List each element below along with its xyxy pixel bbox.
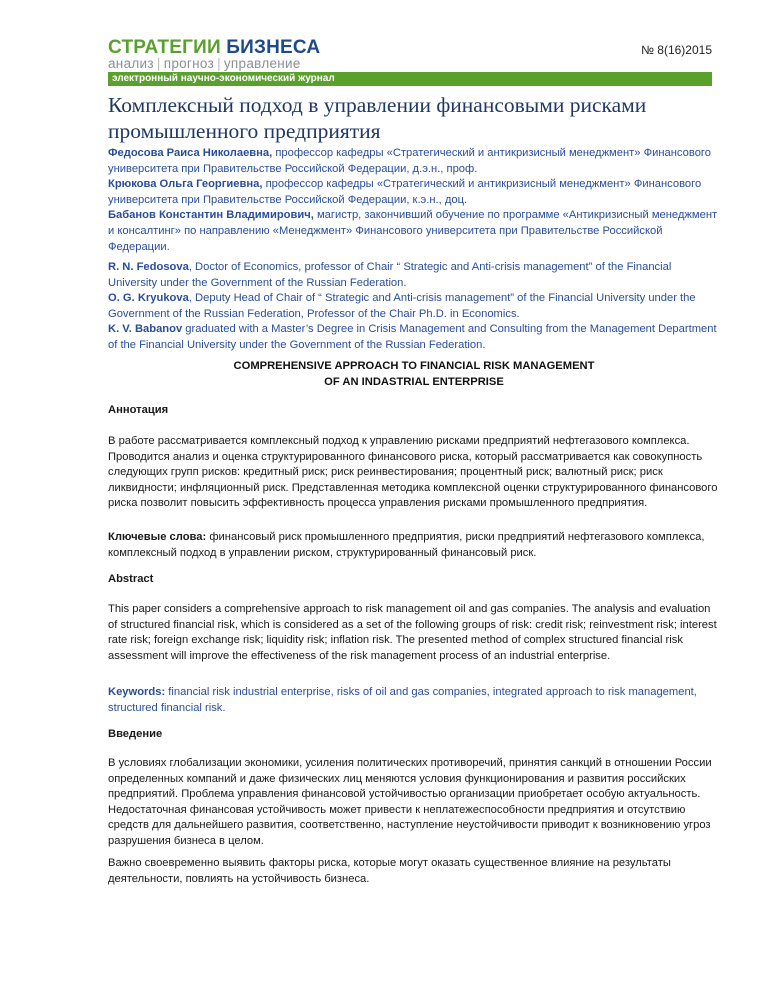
keywords-en [108,685,720,716]
abstract-ru-text: В работе рассматривается комплексный подход к управлению рисками предприятий нефтегазового комплекса. Проводится анализ и оценка структурированного финансового риска, который рассматривается как совокупность следующих групп рисков: кредитный риск; риск реинвестирования; процентный риск; валютный риск; риск ликвидности; инфляционный риск. Представленная методика комплексной оценки структурированного финансового риска позволит повысить эффективность процесса управления рисками промышленного предприятия. [108,435,718,510]
author-name: K. V. Babanov [108,323,183,336]
keywords-ru [108,530,720,561]
author-en-item [108,322,720,353]
author-ru-item [108,208,720,255]
english-title-line: COMPREHENSIVE APPROACH TO FINANCIAL RISK MANAGEMENT [233,360,595,372]
intro-heading: Введение [108,728,163,740]
tagline-separator: | [217,56,221,71]
journal-tagline [108,56,301,71]
logo-word-business: БИЗНЕСА [226,37,321,58]
author-affiliation: профессор кафедры «Стратегический и антикризисный менеджмент» Финансового университета при Правительстве Российской Федерации, д.э.н., проф. [108,147,711,175]
english-title [108,359,720,390]
intro-paragraph-2: Важно своевременно выявить факторы риска, которые могут оказать существенное влияние на результаты деятельности, повлиять на устойчивость бизнеса. [108,857,671,885]
english-title-line: OF AN INDASTRIAL ENTERPRISE [324,375,504,388]
issue-number: № 8(16)2015 [641,43,712,57]
logo-word-strategies: СТРАТЕГИИ [108,37,221,58]
keywords-ru-label: Ключевые слова: [108,531,207,543]
author-ru-item [108,146,720,177]
tagline-separator: | [156,56,161,71]
authors-en [108,260,720,354]
journal-masthead [108,38,712,86]
author-affiliation: graduated with a Master’s Degree in Crisis Management and Consulting from the Management Department of the Financial University under the Government of the Russian Federation. [108,323,717,351]
author-name: O. G. Kryukova [108,292,189,305]
author-en-item [108,260,720,291]
abstract-ru-heading: Аннотация [108,404,169,416]
abstract-en-heading: Abstract [108,573,154,585]
article-title: Комплексный подход в управлении финансовыми рисками промышленного предприятия [108,93,647,143]
author-affiliation: профессор кафедры «Стратегический и антикризисный менеджмент» Финансового университета при Правительстве Российской Федерации, к.э.н., доц. [108,178,702,206]
author-name: Бабанов Константин Владимирович, [108,209,314,222]
authors-ru [108,146,720,255]
keywords-en-label: Keywords: [108,686,166,698]
tagline-management: управление [223,56,301,71]
journal-logo[interactable] [108,38,320,58]
author-name: Федосова Раиса Николаевна, [108,147,273,159]
author-ru-item [108,177,720,208]
abstract-en-text: This paper considers a comprehensive approach to risk management oil and gas companies. The analysis and evaluation of structured financial risk, which is considered as a set of the following groups of risk: credit risk; reinvestment risk; interest rate risk; foreign exchange risk; liquidity risk; inflation risk. The presented method of complex structured financial risk assessment will improve the effectiveness of the risk management process of an industrial enterprise. [108,603,717,662]
author-name: R. N. Fedosova [108,261,189,273]
author-affiliation: , Doctor of Economics, professor of Chair “ Strategic and Anti-crisis management” of the Financial University under the Government of the Russian Federation. [108,261,672,289]
journal-type-bar [108,72,712,86]
author-affiliation: , Deputy Head of Chair of “ Strategic and Anti-crisis management” of the Financial University under the Government of the Russian Federation, Professor of the Chair Ph.D. in Economics. [108,292,696,320]
tagline-analysis: анализ [108,56,154,71]
author-name: Крюкова Ольга Георгиевна, [108,178,263,191]
journal-type-label: электронный научно-экономический журнал [112,73,335,84]
keywords-en-text: financial risk industrial enterprise, risks of oil and gas companies, integrated approach to risk management, structured financial risk. [108,686,697,714]
tagline-forecast: прогноз [163,56,215,71]
intro-paragraph-1: В условиях глобализации экономики, усиления политических противоречий, принятия санкций в отношении России определенных компаний и даже физических лиц меняются условия функционирования и развития российских предприятий. Проблема управления финансовой устойчивостью организации приобретает особую актуальность. Недостаточная финансовая устойчивость может привести к неплатежеспособности предприятия и отсутствию средств для дальнейшего развития, соответственно, наступление неустойчивости приводит к возникновению угроз разрушения бизнеса в целом. [108,757,712,847]
author-affiliation: магистр, закончивший обучение по программе «Антикризисный менеджмент и консалтинг» по направлению «Менеджмент» Финансового университета при Правительстве Российской Федерации. [108,209,718,253]
keywords-ru-text: финансовый риск промышленного предприятия, риски предприятий нефтегазового комплекса, комплексный подход в управлении риском, структурированный финансовый риск. [108,531,705,559]
author-en-item [108,291,720,322]
